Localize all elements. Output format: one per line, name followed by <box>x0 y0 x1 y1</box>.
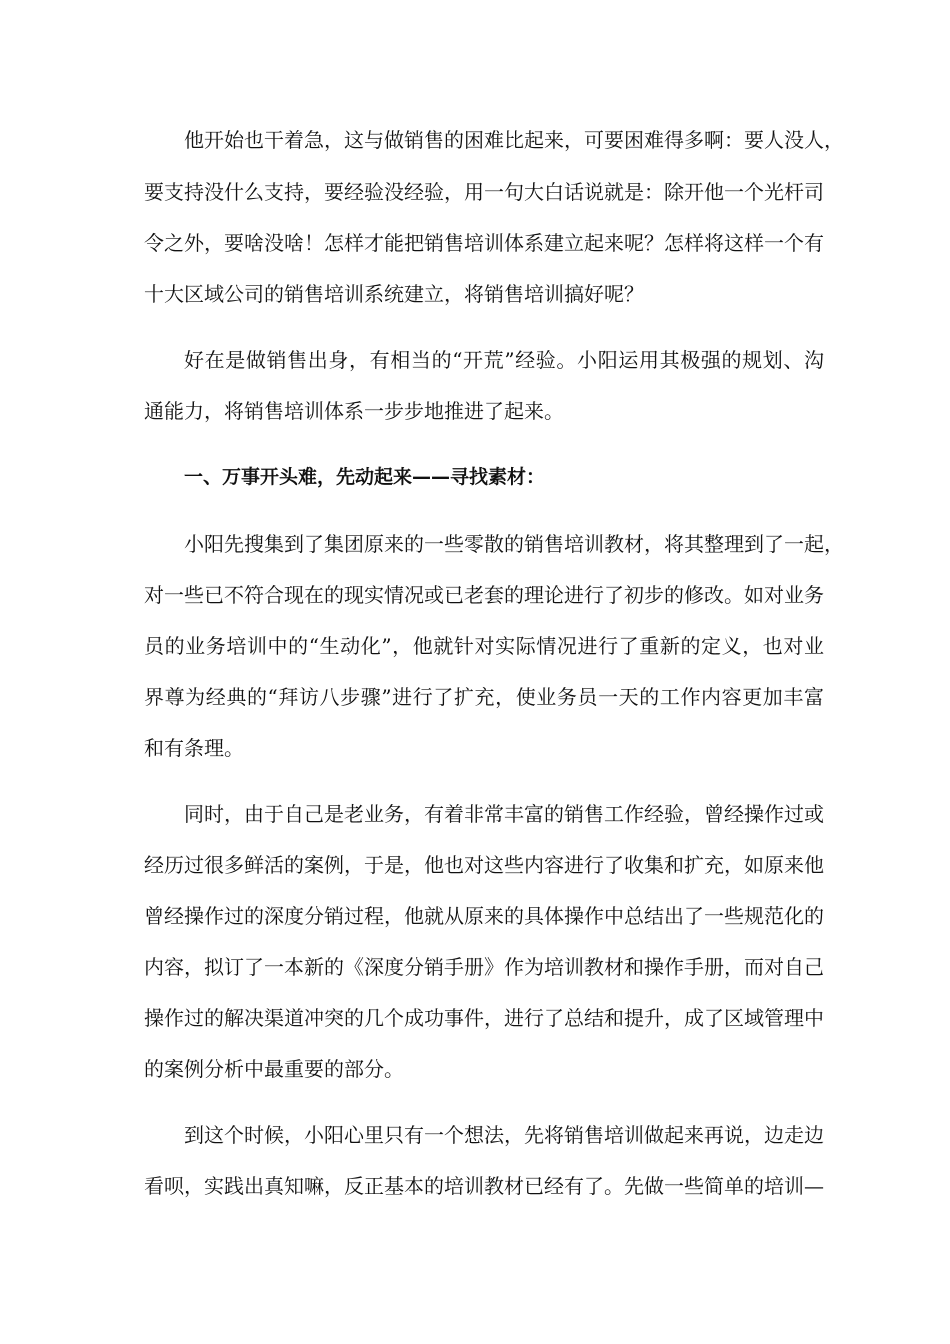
section-heading: 一、万事开头难，先动起来——寻找素材： <box>184 466 546 488</box>
paragraph-1-line-2: 要支持没什么支持，要经验没经验，用一句大白话说就是：除开他一个光杆司 <box>144 180 824 204</box>
paragraph-4-line-3: 曾经操作过的深度分销过程，他就从原来的具体操作中总结出了一些规范化的 <box>144 904 824 928</box>
paragraph-3-line-1: 小阳先搜集到了集团原来的一些零散的销售培训教材，将其整理到了一起， <box>184 532 844 556</box>
paragraph-3-line-4: 界尊为经典的“拜访八步骤”进行了扩充，使业务员一天的工作内容更加丰富 <box>144 685 824 709</box>
paragraph-4-line-4: 内容，拟订了一本新的《深度分销手册》作为培训教材和操作手册，而对自己 <box>144 955 824 979</box>
paragraph-3-line-5: 和有条理。 <box>144 736 244 760</box>
paragraph-5-line-2: 看呗，实践出真知嘛，反正基本的培训教材已经有了。先做一些简单的培训— <box>144 1174 824 1198</box>
paragraph-1-line-4: 十大区域公司的销售培训系统建立，将销售培训搞好呢？ <box>144 282 644 306</box>
paragraph-1-line-1: 他开始也干着急，这与做销售的困难比起来，可要困难得多啊：要人没人， <box>184 128 844 152</box>
paragraph-2-line-1: 好在是做销售出身，有相当的“开荒”经验。小阳运用其极强的规划、沟 <box>184 348 824 372</box>
paragraph-4-line-6: 的案例分析中最重要的部分。 <box>144 1057 404 1081</box>
paragraph-3-line-2: 对一些已不符合现在的现实情况或已老套的理论进行了初步的修改。如对业务 <box>144 583 824 607</box>
paragraph-4-line-2: 经历过很多鲜活的案例，于是，他也对这些内容进行了收集和扩充，如原来他 <box>144 853 824 877</box>
paragraph-1-line-3: 令之外，要啥没啥！怎样才能把销售培训体系建立起来呢？怎样将这样一个有 <box>144 231 824 255</box>
paragraph-4-line-1: 同时，由于自己是老业务，有着非常丰富的销售工作经验，曾经操作过或 <box>184 802 824 826</box>
paragraph-3-line-3: 员的业务培训中的“生动化”，他就针对实际情况进行了重新的定义，也对业 <box>144 634 824 658</box>
paragraph-2-line-2: 通能力，将销售培训体系一步步地推进了起来。 <box>144 399 564 423</box>
paragraph-5-line-1: 到这个时候，小阳心里只有一个想法，先将销售培训做起来再说，边走边 <box>184 1123 824 1147</box>
paragraph-4-line-5: 操作过的解决渠道冲突的几个成功事件，进行了总结和提升，成了区域管理中 <box>144 1006 824 1030</box>
